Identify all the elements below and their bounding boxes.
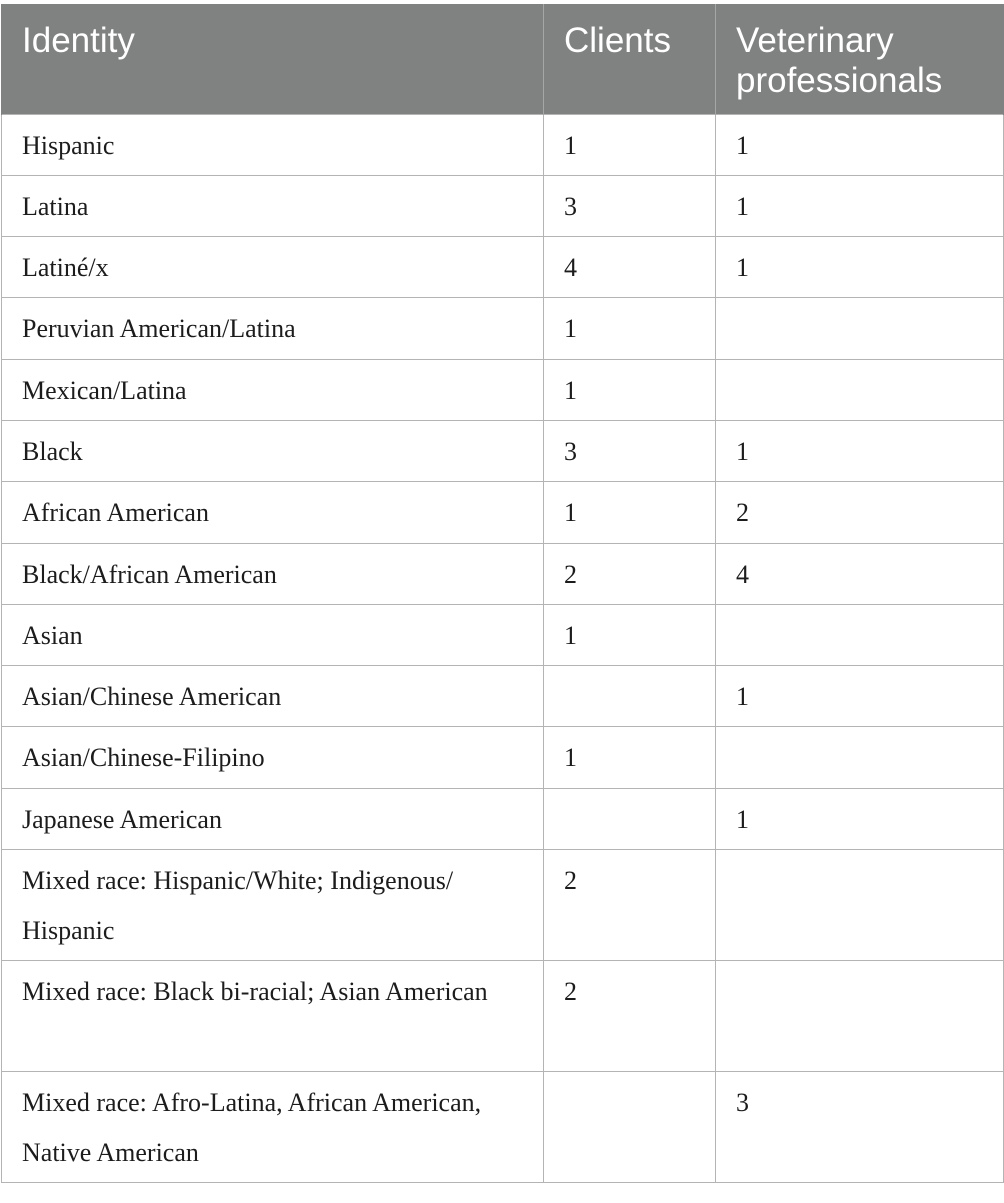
cell-clients — [544, 1072, 716, 1183]
cell-vets — [716, 727, 1004, 788]
table-row — [2, 604, 1004, 665]
cell-vets: 1 — [716, 175, 1004, 236]
cell-identity: Japanese American — [2, 788, 544, 849]
cell-vets — [716, 359, 1004, 420]
table-row — [2, 788, 1004, 849]
cell-clients: 1 — [544, 298, 716, 359]
cell-identity: Mixed race: Hispanic/White; Indigenous/ Hispanic — [2, 850, 544, 961]
cell-clients: 1 — [544, 604, 716, 665]
cell-vets — [716, 298, 1004, 359]
cell-vets — [716, 850, 1004, 961]
cell-identity: Black/African American — [2, 543, 544, 604]
cell-identity: Asian/Chinese American — [2, 666, 544, 727]
cell-identity: Black — [2, 420, 544, 481]
table-row — [2, 114, 1004, 175]
cell-identity: Latiné/x — [2, 237, 544, 298]
table-row — [2, 543, 1004, 604]
table-body — [2, 114, 1004, 1183]
cell-clients: 2 — [544, 961, 716, 1072]
cell-clients: 1 — [544, 359, 716, 420]
cell-clients: 1 — [544, 114, 716, 175]
cell-clients: 2 — [544, 850, 716, 961]
cell-identity: Asian/Chinese-Filipino — [2, 727, 544, 788]
cell-clients: 1 — [544, 727, 716, 788]
cell-vets: 1 — [716, 114, 1004, 175]
cell-identity: Asian — [2, 604, 544, 665]
cell-clients: 3 — [544, 420, 716, 481]
cell-identity: Mexican/Latina — [2, 359, 544, 420]
cell-vets: 4 — [716, 543, 1004, 604]
table-header — [2, 4, 1004, 114]
cell-identity: Mixed race: Afro-Latina, African American, Native American — [2, 1072, 544, 1183]
table-row — [2, 961, 1004, 1072]
cell-vets — [716, 961, 1004, 1072]
table-row — [2, 298, 1004, 359]
identity-table — [1, 4, 1004, 1183]
header-row — [2, 4, 1004, 114]
cell-clients: 4 — [544, 237, 716, 298]
cell-clients: 3 — [544, 175, 716, 236]
table-row — [2, 482, 1004, 543]
cell-clients — [544, 666, 716, 727]
header-clients: Clients — [544, 4, 716, 114]
table-row — [2, 175, 1004, 236]
cell-identity: Latina — [2, 175, 544, 236]
table-row — [2, 1072, 1004, 1183]
table-row — [2, 359, 1004, 420]
cell-vets: 2 — [716, 482, 1004, 543]
cell-vets: 1 — [716, 666, 1004, 727]
cell-identity: Peruvian American/Latina — [2, 298, 544, 359]
cell-clients — [544, 788, 716, 849]
header-identity: Identity — [2, 4, 544, 114]
table-row — [2, 666, 1004, 727]
table-row — [2, 850, 1004, 961]
cell-vets: 1 — [716, 788, 1004, 849]
cell-identity: Hispanic — [2, 114, 544, 175]
cell-vets — [716, 604, 1004, 665]
cell-identity: African American — [2, 482, 544, 543]
cell-clients: 2 — [544, 543, 716, 604]
cell-vets: 3 — [716, 1072, 1004, 1183]
cell-vets: 1 — [716, 420, 1004, 481]
cell-clients: 1 — [544, 482, 716, 543]
cell-identity: Mixed race: Black bi-racial; Asian American — [2, 961, 544, 1072]
table-row — [2, 237, 1004, 298]
table-row — [2, 420, 1004, 481]
header-veterinary-professionals: Veterinary professionals — [716, 4, 1004, 114]
cell-vets: 1 — [716, 237, 1004, 298]
table-row — [2, 727, 1004, 788]
